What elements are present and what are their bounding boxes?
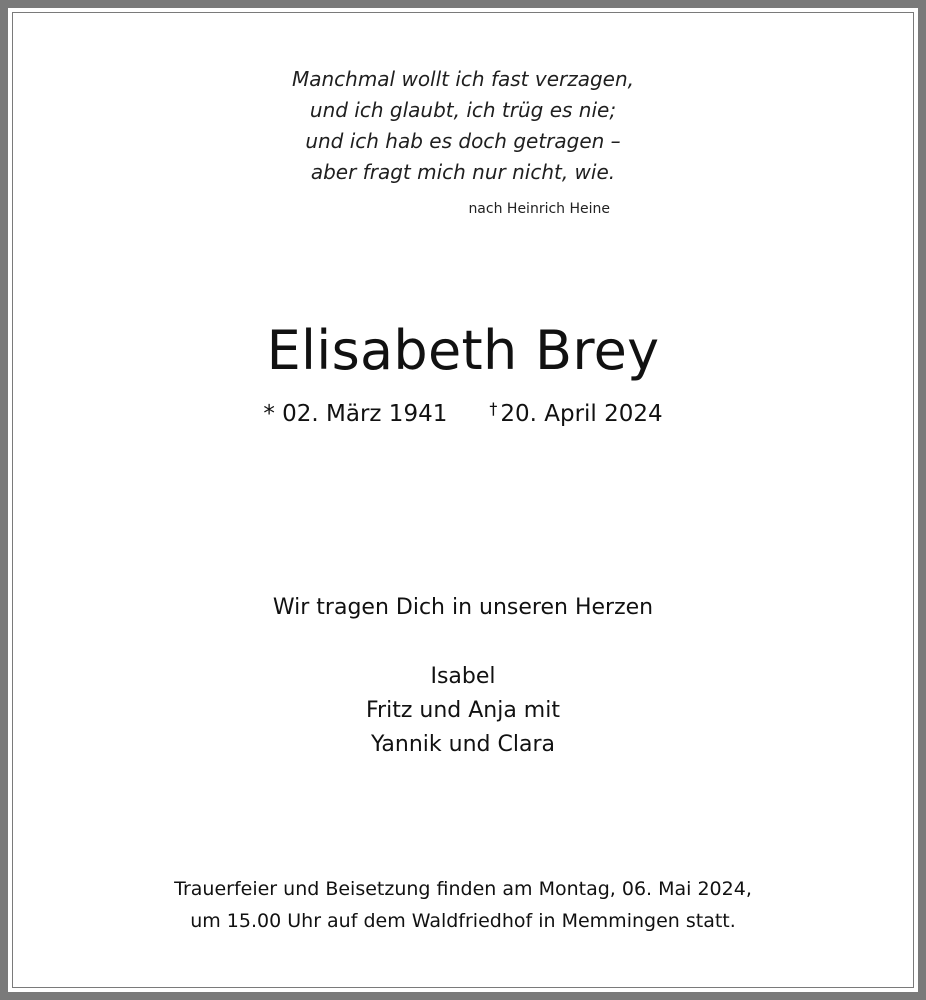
mourners-list: [0, 660, 926, 762]
remembrance-text: Wir tragen Dich in unseren Herzen: [272, 595, 654, 620]
mourner-line-3: Yannik und Clara: [371, 732, 555, 757]
poem-attribution: nach Heinrich Heine: [468, 201, 610, 217]
ceremony-line-1: Trauerfeier und Beisetzung finden am Montag, 06. Mai 2024,: [174, 878, 752, 900]
mourner-line-2: Fritz und Anja mit: [366, 698, 560, 723]
birth-date: * 02. März 1941: [263, 401, 448, 427]
poem-line-1: Manchmal wollt ich fast verzagen,: [291, 67, 635, 91]
poem-line-2: und ich glaubt, ich trüg es nie;: [309, 98, 617, 122]
life-dates: [0, 398, 926, 432]
poem-block: [0, 64, 926, 188]
mourner-line-1: Isabel: [430, 664, 496, 689]
ceremony-notice: [0, 873, 926, 937]
poem-line-3: und ich hab es doch getragen –: [305, 129, 621, 153]
ceremony-line-2: um 15.00 Uhr auf dem Waldfriedhof in Memmingen statt.: [190, 910, 736, 932]
cross-icon: †: [489, 399, 498, 418]
death-date: 20. April 2024: [500, 401, 663, 427]
poem-line-4: aber fragt mich nur nicht, wie.: [310, 160, 616, 184]
deceased-name: Elisabeth Brey: [266, 319, 660, 382]
